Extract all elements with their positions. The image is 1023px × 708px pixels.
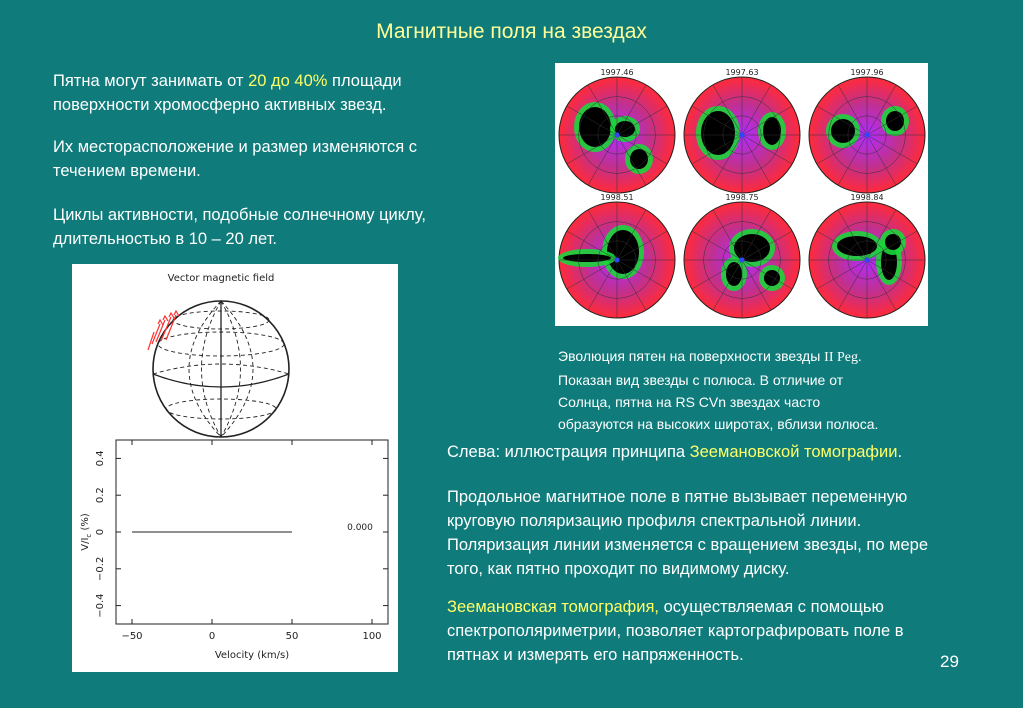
- x-tick-label: 50: [285, 631, 299, 642]
- highlight-percent: 20 до 40%: [248, 72, 328, 90]
- right-paragraph-3: [447, 595, 904, 667]
- star-name: II Peg.: [824, 350, 862, 365]
- zdi-figure: [72, 264, 398, 672]
- page-number: 29: [940, 652, 959, 671]
- text-line: того, как пятно проходит по видимому диску.: [447, 560, 790, 578]
- x-tick-label: 0: [208, 631, 216, 642]
- map-epoch-label: 1997.46: [600, 68, 634, 77]
- caption-text: Эволюция пятен на поверхности звезды: [558, 348, 825, 364]
- x-tick-label: −50: [121, 631, 143, 642]
- stokes-v-plot: [80, 440, 388, 661]
- slide-title: Магнитные поля на звездах: [376, 20, 647, 43]
- text-line: пятнах и измерять его напряженность.: [447, 646, 744, 664]
- y-tick-label: 0.2: [95, 487, 106, 504]
- text-line: спектрополяриметрии, позволяет картографировать поле в: [447, 622, 904, 640]
- text-span: площади: [327, 72, 402, 90]
- doppler-map: [559, 68, 675, 193]
- left-paragraph-1: [53, 69, 402, 117]
- text-line: течением времени.: [53, 162, 201, 180]
- text-line: длительностью в 10 – 20 лет.: [53, 230, 277, 248]
- doppler-maps-svg: [555, 63, 928, 326]
- x-tick-label: 100: [362, 631, 382, 642]
- text-line: Циклы активности, подобные солнечному циклу,: [53, 206, 426, 224]
- left-paragraph-2: [53, 135, 417, 183]
- sphere-title: Vector magnetic field: [167, 273, 275, 284]
- y-tick-label: −0.2: [95, 556, 106, 581]
- text-line: Продольное магнитное поле в пятне вызывает переменную: [447, 488, 908, 506]
- map-epoch-label: 1997.96: [850, 68, 884, 77]
- zdi-figure-svg: [72, 264, 398, 672]
- text-span: .: [897, 443, 903, 461]
- caption-line: Показан вид звезды с полюса. В отличие от: [558, 372, 844, 388]
- doppler-map: [684, 68, 800, 193]
- highlight-zdi-2: Зеемановская томография,: [447, 598, 659, 616]
- maps-caption: [558, 345, 938, 435]
- doppler-map: [558, 193, 675, 318]
- y-axis-label: $V/I_c$ (%): [80, 513, 93, 551]
- doppler-map: [684, 193, 800, 318]
- map-epoch-label: 1998.51: [600, 193, 634, 202]
- highlight-zdi: Зеемановской томографии: [689, 443, 898, 461]
- text-line: Поляризация линии изменяется с вращением звезды, по мере: [447, 536, 928, 554]
- caption-line: Солнца, пятна на RS CVn звездах часто: [558, 394, 821, 410]
- text-span: Слева: иллюстрация принципа: [447, 443, 690, 461]
- y-tick-label: 0: [95, 528, 106, 536]
- right-paragraph-1: [447, 440, 902, 464]
- map-epoch-label: 1998.75: [725, 193, 759, 202]
- doppler-maps-image: [555, 63, 928, 326]
- value-annotation: 0.000: [347, 523, 373, 533]
- doppler-map: [809, 193, 925, 318]
- text-line: круговую поляризацию профиля спектральной линии.: [447, 512, 862, 530]
- left-paragraph-3: [53, 203, 426, 251]
- caption-line: образуются на высоких широтах, вблизи полюса.: [558, 416, 879, 432]
- text-line: Их месторасположение и размер изменяются с: [53, 138, 418, 156]
- right-paragraph-2: [447, 485, 928, 581]
- doppler-map: [809, 68, 925, 193]
- text-line: поверхности хромосферно активных звезд.: [53, 96, 387, 114]
- text-span: Пятна могут занимать от: [53, 72, 249, 90]
- map-epoch-label: 1997.63: [725, 68, 759, 77]
- y-tick-label: −0.4: [95, 593, 106, 618]
- text-span: осуществляемая с помощью: [659, 598, 884, 616]
- field-vectors: [148, 311, 179, 350]
- map-epoch-label: 1998.84: [850, 193, 884, 202]
- x-axis-label: Velocity (km/s): [214, 650, 290, 661]
- y-tick-label: 0.4: [95, 450, 106, 467]
